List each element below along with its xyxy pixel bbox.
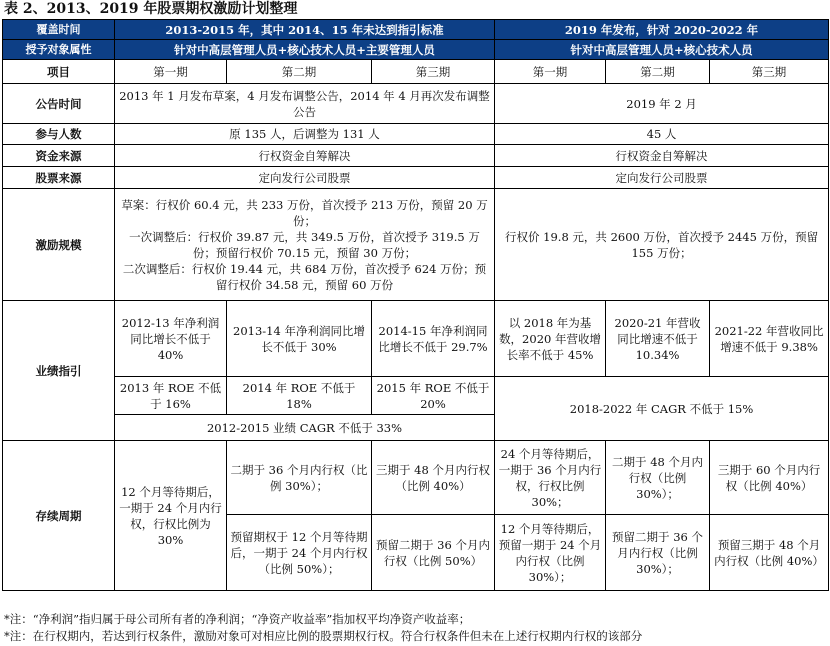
performance-row-1 [3,301,829,377]
participants-a: 原 135 人，后调整为 131 人 [115,124,495,145]
phase-row [3,60,829,84]
duration-a-second: 二期于 36 个月内行权（比例 30%）； [227,441,372,515]
scale-b: 行权价 19.8 元，共 2600 万份，首次授予 2445 万份，预留 155 万份； [495,189,829,301]
participants-label: 参与人数 [3,124,115,145]
duration-b-first: 24 个月等待期后，一期于 36 个月内行权，行权比例 30%； [495,441,606,515]
table-title: 表 2、2013、2019 年股票期权激励计划整理 [4,1,298,17]
phase-a-1: 第一期 [115,60,227,84]
stock-source-a: 定向发行公司股票 [115,167,495,189]
announce-b: 2019 年 2 月 [495,84,829,124]
duration-a-first: 12 个月等待期后，一期于 24 个月内行权，行权比例为 30% [115,441,227,591]
stock-source-b: 定向发行公司股票 [495,167,829,189]
scale-label: 激励规模 [3,189,115,301]
funds-row [3,145,829,167]
scale-a: 草案：行权价 60.4 元，共 233 万份，首次授予 213 万份，预留 20 万份； 一次调整后：行权价 39.87 元，共 349.5 万份，首次授予 319.5 万份；预留行权价 70.15 元，预留 30 万份； 二次调整后：行权价 19.44 元，共 684 万份，首次授予 624 万份；预留行权价 34.58 元，预留 60 万份 [115,189,495,301]
profit-a-2: 2013-14 年净利润同比增长不低于 30% [227,301,372,377]
stock-source-label: 股票来源 [3,167,115,189]
funds-label: 资金来源 [3,145,115,167]
grantee-a: 针对中高层管理人员+核心技术人员+主要管理人员 [115,40,495,60]
coverage-a: 2013-2015 年，其中 2014、15 年未达到指引标准 [115,20,495,40]
duration-b-second: 二期于 48 个月内行权（比例 30%）； [606,441,710,515]
grantee-row [3,40,829,60]
funds-b: 行权资金自筹解决 [495,145,829,167]
duration-b-third: 三期于 60 个月内行权（比例 40%） [710,441,829,515]
cagr-a: 2012-2015 业绩 CAGR 不低于 33% [115,415,495,441]
duration-a-reserve-2: 预留二期于 36 个月内行权（比例 50%） [372,515,495,591]
phase-b-2: 第二期 [606,60,710,84]
phase-b-3: 第三期 [710,60,829,84]
footnote-2: *注：在行权期内，若达到行权条件，激励对象可对相应比例的股票期权行权。符合行权条件但未在上述行权期内行权的该部分 [4,629,643,643]
duration-a-third: 三期于 48 个月内行权（比例 40%） [372,441,495,515]
roe-a-1: 2013 年 ROE 不低于 16% [115,377,227,415]
grantee-b: 针对中高层管理人员+核心技术人员 [495,40,829,60]
scale-row [3,189,829,301]
revenue-b-3: 2021-22 年营收同比增速不低于 9.38% [710,301,829,377]
phase-b-1: 第一期 [495,60,606,84]
roe-a-3: 2015 年 ROE 不低于 20% [372,377,495,415]
duration-label: 存续周期 [3,441,115,591]
grantee-label: 授予对象属性 [3,40,115,60]
duration-b-reserve-third: 预留三期于 48 个月内行权（比例 40%） [710,515,829,591]
phase-a-3: 第三期 [372,60,495,84]
performance-label: 业绩指引 [3,301,115,441]
roe-a-2: 2014 年 ROE 不低于 18% [227,377,372,415]
duration-b-reserve-first: 12 个月等待期后，预留一期于 24 个月内行权（比例 30%）； [495,515,606,591]
profit-a-1: 2012-13 年净利润同比增长不低于 40% [115,301,227,377]
incentive-plan-table [2,19,829,591]
phase-a-2: 第二期 [227,60,372,84]
funds-a: 行权资金自筹解决 [115,145,495,167]
profit-a-3: 2014-15 年净利润同比增长不低于 29.7% [372,301,495,377]
participants-row [3,124,829,145]
coverage-b: 2019 年发布，针对 2020-2022 年 [495,20,829,40]
revenue-b-2: 2020-21 年营收同比增速不低于 10.34% [606,301,710,377]
cagr-b: 2018-2022 年 CAGR 不低于 15% [495,377,829,441]
duration-row-1 [3,441,829,515]
participants-b: 45 人 [495,124,829,145]
performance-row-2 [3,377,829,415]
announce-a: 2013 年 1 月发布草案，4 月发布调整公告，2014 年 4 月再次发布调整公告 [115,84,495,124]
duration-b-reserve-second: 预留二期于 36 个月内行权（比例 30%）； [606,515,710,591]
stock-source-row [3,167,829,189]
announce-row [3,84,829,124]
coverage-label: 覆盖时间 [3,20,115,40]
duration-a-reserve-1: 预留期权于 12 个月等待期后，一期于 24 个月内行权（比例 50%）； [227,515,372,591]
footnote-1: *注：“净利润”指归属于母公司所有者的净利润；“净资产收益率”指加权平均净资产收益率； [4,612,471,626]
revenue-b-1: 以 2018 年为基数，2020 年营收增长率不低于 45% [495,301,606,377]
announce-label: 公告时间 [3,84,115,124]
coverage-row [3,20,829,40]
phase-row-label: 项目 [3,60,115,84]
